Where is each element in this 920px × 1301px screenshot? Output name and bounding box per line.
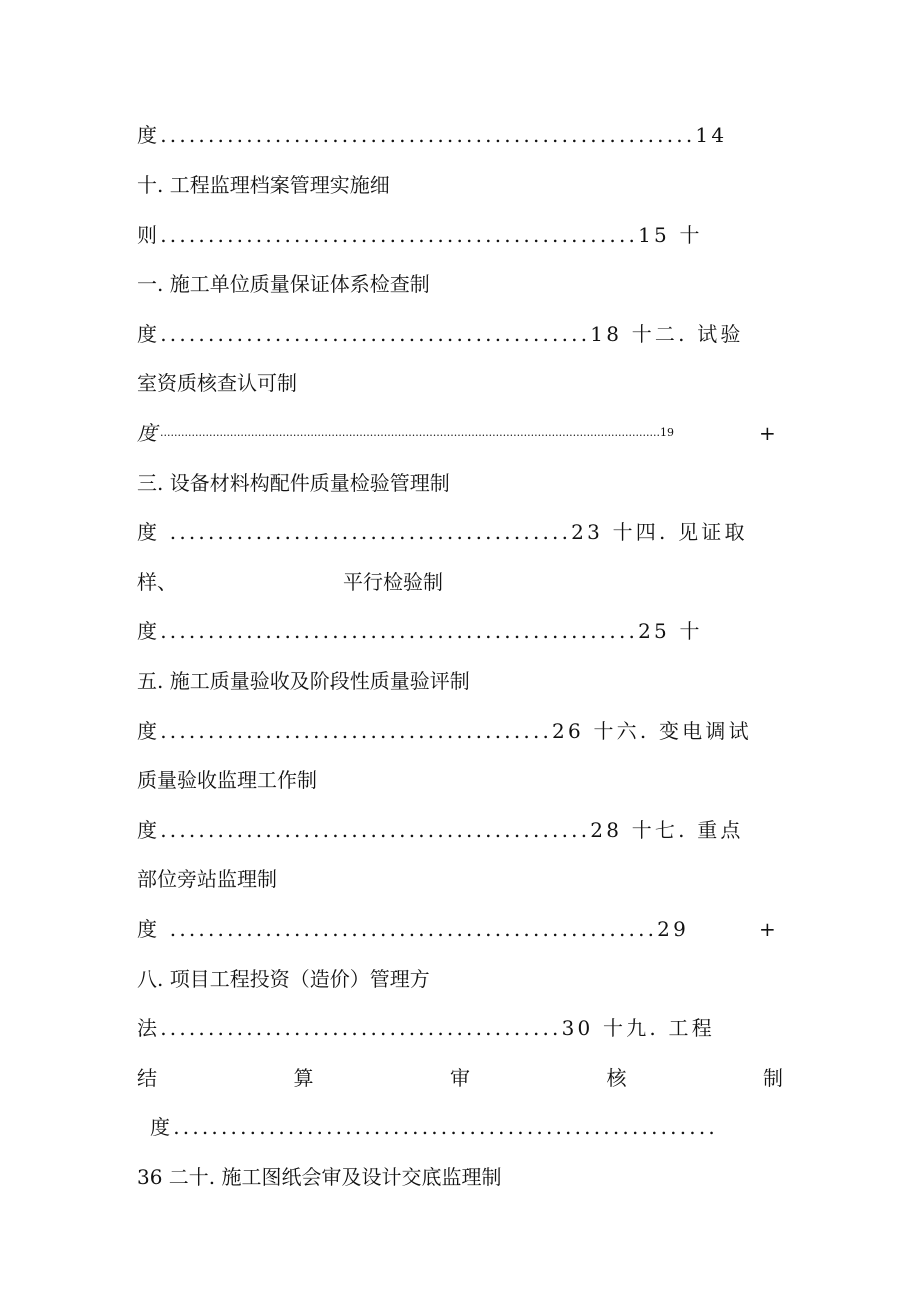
toc-line: 部位旁站监理制: [137, 867, 277, 891]
toc-line-justified: [137, 1063, 783, 1093]
toc-line: 十. 工程监理档案管理实施细: [137, 173, 390, 197]
toc-char: 制: [763, 1066, 783, 1090]
toc-line: 五. 施工质量验收及阶段性质量验评制: [137, 669, 470, 693]
toc-line: 则..................................................15 十: [137, 223, 703, 247]
toc-line: 度.........................................26 十六. 变电调试: [137, 719, 752, 743]
toc-line: 八. 项目工程投资（造价）管理方: [137, 967, 430, 991]
toc-char: 算: [293, 1066, 314, 1090]
toc-line: 三. 设备材料构配件质量检验管理制: [137, 471, 450, 495]
toc-line-page-label: 度: [137, 421, 157, 445]
toc-line: 样、: [137, 570, 177, 594]
toc-line: 度..................................................25 十: [137, 619, 703, 643]
toc-line: 度.........................................................: [150, 1115, 718, 1139]
toc-line: 室资质核查认可制: [137, 371, 297, 395]
toc-line: 一. 施工单位质量保证体系检查制: [137, 272, 430, 296]
toc-line: 度.............................................28 十七. 重点: [137, 818, 744, 842]
toc-char: 结: [137, 1066, 157, 1090]
toc-line: 度........................................................14: [137, 123, 728, 147]
toc-line: 度 ...................................................29: [137, 917, 690, 941]
toc-line-marker: +: [759, 421, 776, 445]
toc-char: 审: [450, 1066, 470, 1090]
toc-line: 平行检验制: [343, 570, 443, 594]
toc-char: 核: [606, 1066, 627, 1090]
toc-line: 36 二十. 施工图纸会审及设计交底监理制: [137, 1165, 502, 1189]
toc-line: 法..........................................30 十九. 工程: [137, 1016, 715, 1040]
toc-line: 质量验收监理工作制: [137, 768, 317, 792]
toc-leader-dots: ...............................................................................................................................................19: [160, 426, 675, 439]
toc-line: 度 ..........................................23 十四. 见证取: [137, 520, 748, 544]
toc-line: 度.............................................18 十二. 试验: [137, 322, 744, 346]
toc-line-marker: +: [759, 917, 776, 941]
